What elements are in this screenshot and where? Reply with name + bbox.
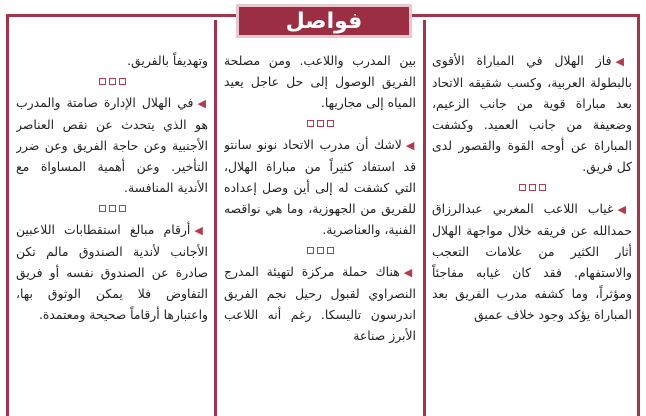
paragraph (16, 50, 208, 71)
square-icon (119, 78, 126, 85)
column-divider-right (423, 20, 426, 416)
frame-top-right-line (412, 14, 640, 17)
square-icon (529, 184, 536, 191)
triangle-bullet-icon: ◀ (403, 266, 416, 279)
paragraph (16, 219, 208, 325)
separator (16, 73, 208, 89)
square-icon (539, 184, 546, 191)
paragraph-text: أرقام مبالغ استقطابات اللاعبين الأجانب لأندية الصندوق مالم تكن صادرة عن الصندوق نفسه أو فريق التفاوض فلا يمكن الوثوق بها، واعتبارها أرقاماً صحيحة ومعتمدة. (16, 222, 208, 322)
paragraph (224, 261, 416, 346)
paragraph (224, 134, 416, 240)
frame-top-left-line (6, 14, 236, 17)
triangle-bullet-icon: ◀ (197, 97, 208, 110)
square-icon (327, 120, 334, 127)
square-icon (109, 78, 116, 85)
section-header (236, 4, 412, 38)
column-right (432, 50, 632, 410)
square-icon (99, 78, 106, 85)
triangle-bullet-icon: ◀ (617, 203, 632, 216)
frame-right-line (637, 14, 640, 416)
triangle-bullet-icon: ◀ (615, 55, 632, 68)
separator (16, 200, 208, 216)
square-icon (317, 120, 324, 127)
square-icon (307, 120, 314, 127)
square-icon (119, 205, 126, 212)
square-icon (519, 184, 526, 191)
column-left (16, 50, 208, 410)
separator (224, 115, 416, 131)
square-icon (327, 247, 334, 254)
frame-left-line (6, 14, 9, 416)
square-icon (109, 205, 116, 212)
paragraph (432, 50, 632, 177)
square-icon (307, 247, 314, 254)
paragraph (224, 50, 416, 113)
paragraph (16, 92, 208, 198)
column-middle (224, 50, 416, 410)
paragraph-text: هناك حملة مركزة لتهيئة المدرج النصراوي لقبول رحيل نجم الفريق اندرسون تاليسكا. رغم أنه اللاعب الأبرز صناعة (224, 264, 416, 343)
paragraph-text: غياب اللاعب المغربي عبدالرزاق حمدالله عن فريقه خلال مواجهة الهلال أثار الكثير من علامات التعجب والاستفهام. فقد كان غيابه مفاجئاً ومؤثراً، وما كشفه مدرب الفريق بعد المباراة يؤكد وجود خلاف عميق (432, 201, 632, 322)
triangle-bullet-icon: ◀ (405, 139, 416, 152)
paragraph-text: وتهديفاً بالفريق. (127, 53, 208, 68)
column-divider-left (214, 20, 217, 416)
separator (432, 179, 632, 195)
section-title: فواصل (285, 8, 363, 34)
paragraph-text: لاشك أن مدرب الاتحاد نونو سانتو قد استفاد كثيراً من مباراة الهلال، التي كشفت له إلى أين وصل إعداده للفريق من الجهوزية، وما هي نواقصه الفنية، والعناصرية. (224, 137, 416, 237)
paragraph-text: بين المدرب واللاعب. ومن مصلحة الفريق الوصول إلى حل عاجل يعيد المياه إلى مجاريها. (224, 53, 416, 110)
separator (224, 242, 416, 258)
square-icon (99, 205, 106, 212)
paragraph (432, 198, 632, 325)
triangle-bullet-icon: ◀ (194, 224, 208, 237)
paragraph-text: فاز الهلال في المباراة الأقوى بالبطولة العربية، وكسب شقيقه الاتحاد بعد مباراة قوية من جانب الزعيم، وضعيفة من جانب العميد. وكشفت المباراة عن أوجه القوة والقصور لدى كل فريق. (432, 53, 632, 174)
square-icon (317, 247, 324, 254)
paragraph-text: في الهلال الإدارة صامتة والمدرب هو الذي يتحدث عن نقص العناصر الأجنبية وعن حاجة الفريق وعن ضرر التأخير. وعن أهمية المساواة مع الأندية المنافسة. (16, 95, 208, 195)
